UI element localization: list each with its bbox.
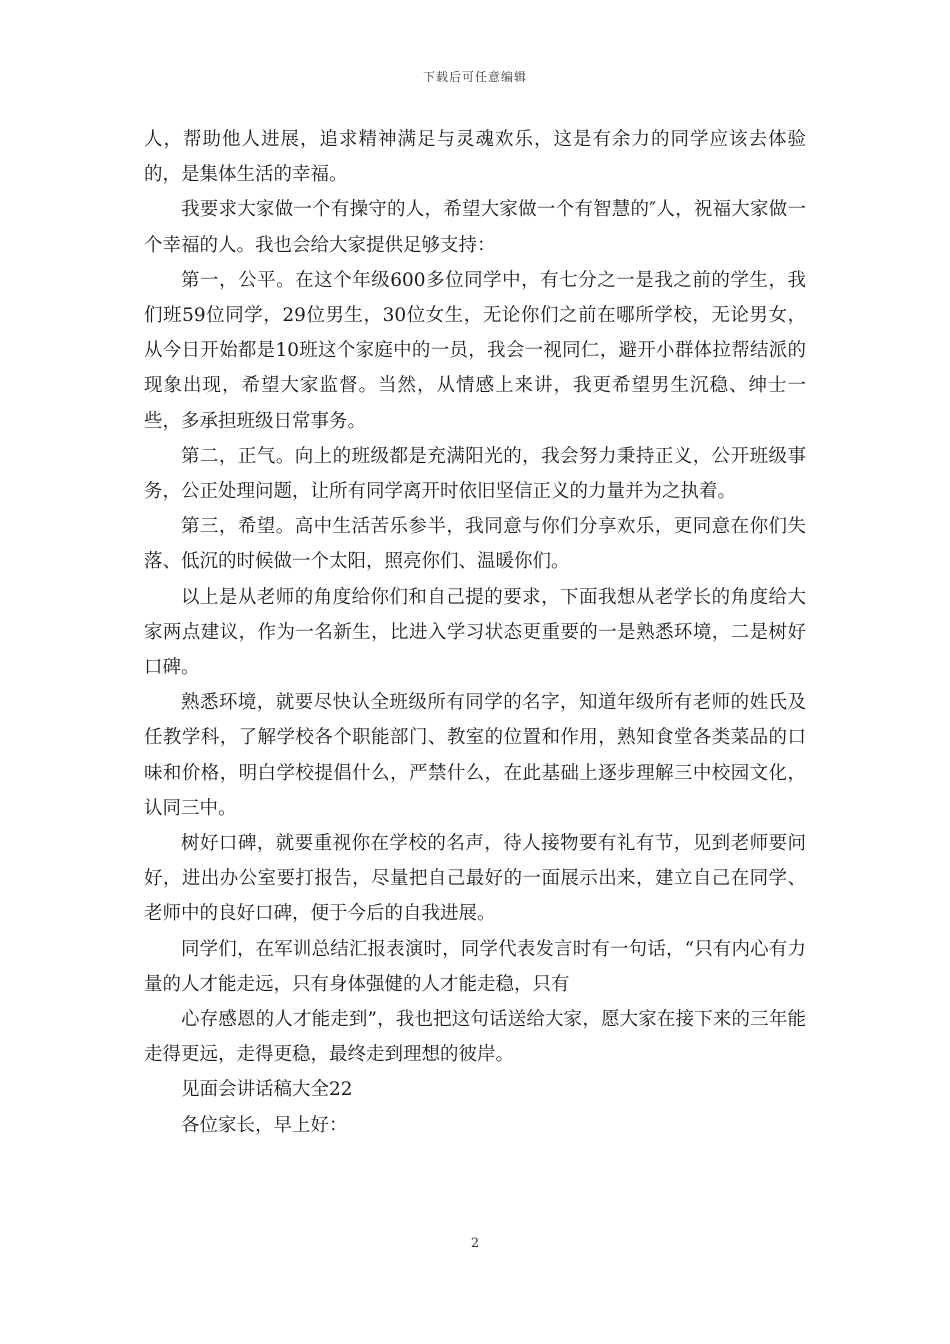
paragraph: 以上是从老师的角度给你们和自己提的要求，下面我想从老学长的角度给大家两点建议，作为一名新生，比进入学习状态更重要的一是熟悉环境，二是树好口碑。 — [144, 586, 806, 679]
paragraph: 心存感恩的人才能走到”，我也把这句话送给大家，愿大家在接下来的三年能走得更远，走得更稳，最终走到理想的彼岸。 — [144, 1009, 806, 1066]
paragraph: 人，帮助他人进展，追求精神满足与灵魂欢乐，这是有余力的同学应该去体验的，是集体生活的幸福。 — [144, 129, 806, 186]
paragraph: 熟悉环境，就要尽快认全班级所有同学的名字，知道年级所有老师的姓氏及任教学科，了解学校各个职能部门、教室的位置和作用，熟知食堂各类菜品的口味和价格，明白学校提倡什么，严禁什么，在此基础上逐步理解三中校园文化，认同三中。 — [144, 692, 806, 819]
document-body — [144, 122, 806, 1143]
page-header: 下载后可任意编辑 — [422, 70, 527, 84]
paragraph: 第二，正气。向上的班级都是充满阳光的，我会努力秉持正义，公开班级事务，公正处理问题，让所有同学离开时依旧坚信正义的力量并为之执着。 — [144, 445, 806, 503]
paragraph: 树好口碑，就要重视你在学校的名声，待人接物要有礼有节，见到老师要问好，进出办公室要打报告，尽量把自己最好的一面展示出来，建立自己在同学、老师中的良好口碑，便于今后的自我进展。 — [144, 833, 806, 925]
section-heading: 见面会讲话稿大全22 — [181, 1079, 353, 1101]
paragraph: 各位家长，早上好： — [181, 1114, 348, 1136]
page-number: 2 — [470, 1236, 480, 1251]
paragraph: 同学们，在军训总结汇报表演时，同学代表发言时有一句话，“只有内心有力量的人才能走远，只有身体强健的人才能走稳，只有 — [144, 938, 806, 995]
paragraph: 第一，公平。在这个年级600多位同学中，有七分之一是我之前的学生，我们班59位同学，29位男生，30位女生，无论你们之前在哪所学校，无论男女，从今日开始都是10班这个家庭中的一员，我会一视同仁，避开小群体拉帮结派的现象出现，希望大家监督。当然，从情感上来讲，我更希望男生沉稳、绅士一些，多承担班级日常事务。 — [144, 269, 806, 432]
paragraph: 第三，希望。高中生活苦乐参半，我同意与你们分享欢乐，更同意在你们失落、低沉的时候做一个太阳，照亮你们、温暖你们。 — [144, 516, 806, 573]
paragraph: 我要求大家做一个有操守的人，希望大家做一个有智慧的″人，祝福大家做一个幸福的人。我也会给大家提供足够支持： — [144, 199, 806, 256]
